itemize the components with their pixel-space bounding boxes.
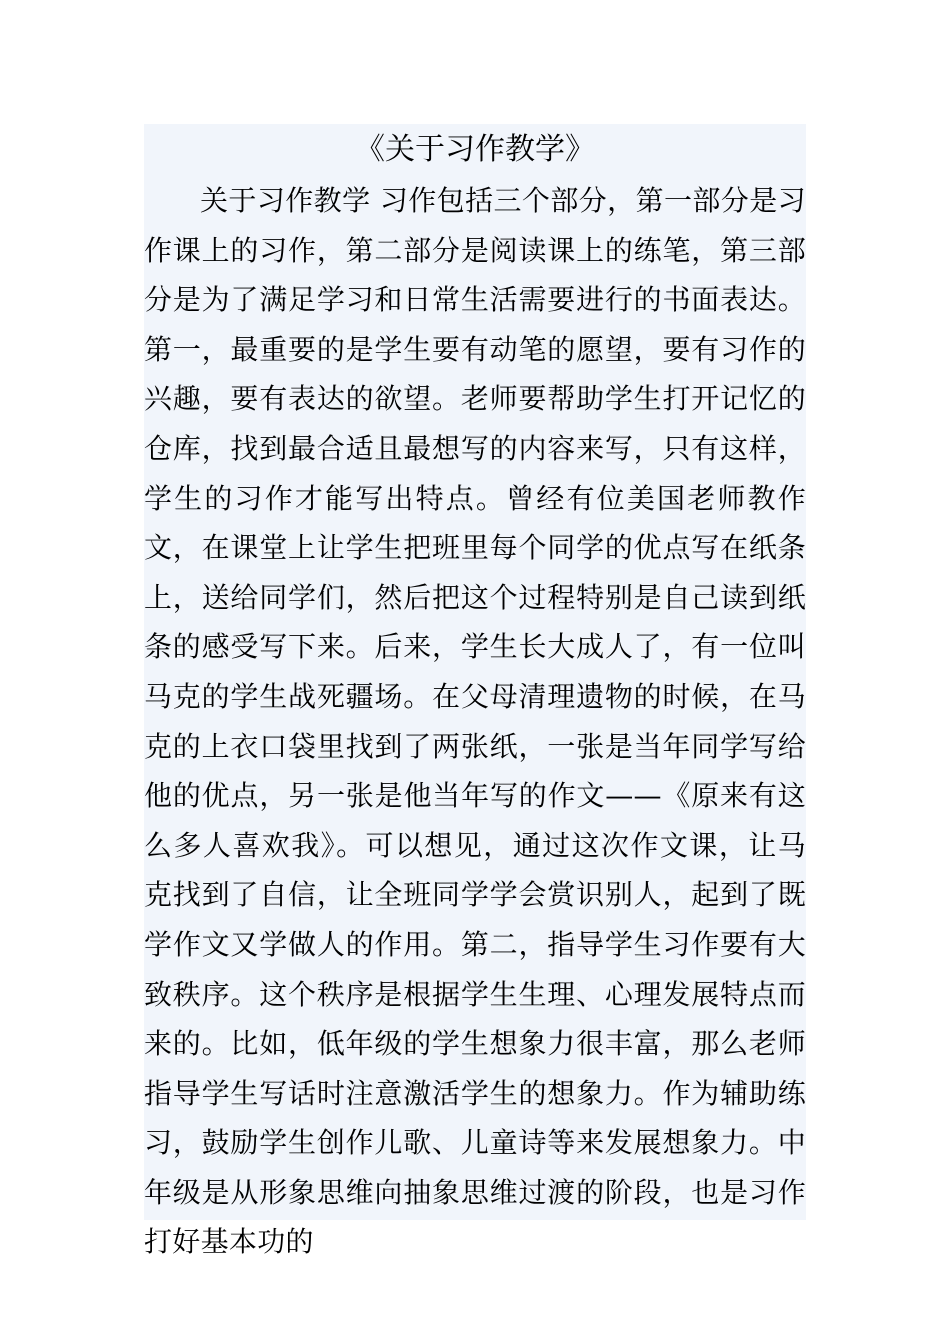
document-body-paragraph: 关于习作教学 习作包括三个部分，第一部分是习作课上的习作，第二部分是阅读课上的练笔，第三部分是为了满足学习和日常生活需要进行的书面表达。第一，最重要的是学生要有动笔的愿望，要有习作的兴趣，要有表达的欲望。老师要帮助学生打开记忆的仓库，找到最合适且最想写的内容来写，只有这样，学生的习作才能写出特点。曾经有位美国老师教作文，在课堂上让学生把班里每个同学的优点写在纸条上，送给同学们，然后把这个过程特别是自己读到纸条的感受写下来。后来，学生长大成人了，有一位叫马克的学生战死疆场。在父母清理遗物的时候，在马克的上衣口袋里找到了两张纸，一张是当年同学写给他的优点，另一张是他当年写的作文——《原来有这么多人喜欢我》。可以想见，通过这次作文课，让马克找到了自信，让全班同学学会赏识别人，起到了既学作文又学做人的作用。第二，指导学生习作要有大致秩序。这个秩序是根据学生生理、心理发展特点而来的。比如，低年级的学生想象力很丰富，那么老师指导学生写话时注意激活学生的想象力。作为辅助练习，鼓励学生创作儿歌、儿童诗等来发展想象力。中年级是从形象思维向抽象思维过渡的阶段，也是习作打好基本功的 xyxy=(144,184,806,1259)
document-title: 《关于习作教学》 xyxy=(355,132,595,167)
document-text-block xyxy=(144,124,806,1259)
